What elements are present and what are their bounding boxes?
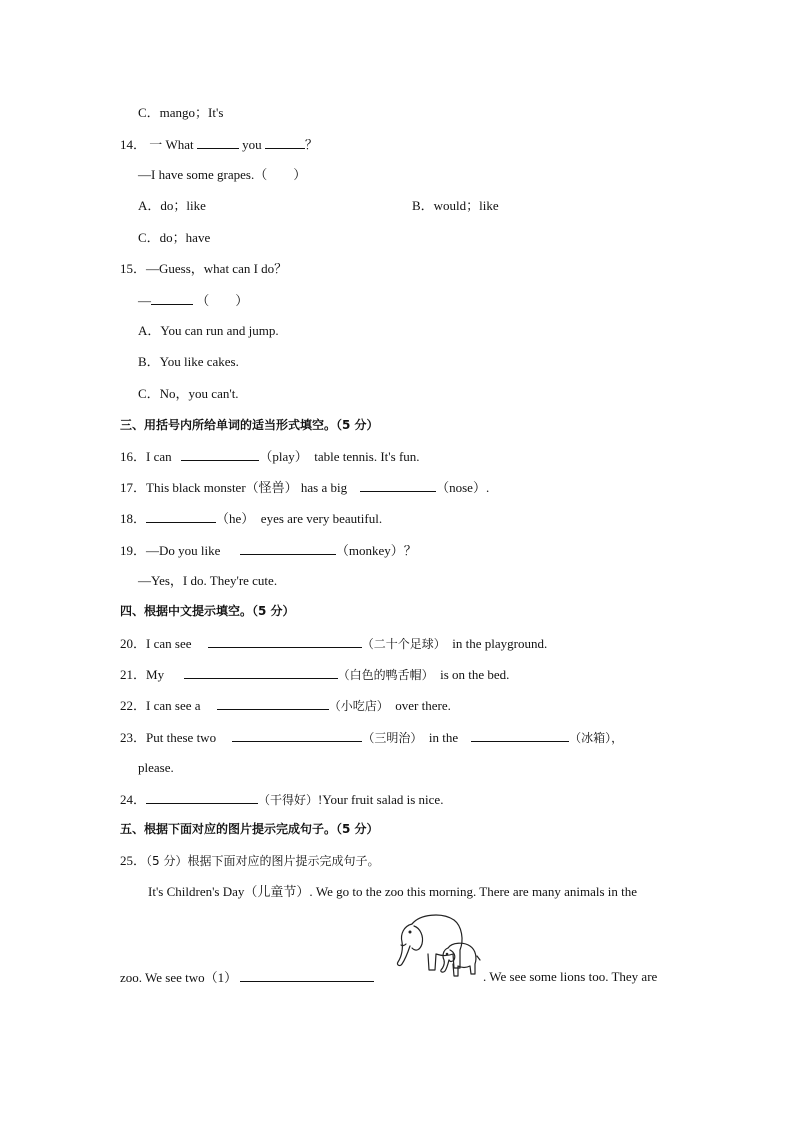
q20-hint: （二十个足球） (361, 637, 446, 651)
q14-blank-1[interactable] (197, 136, 239, 149)
q23-blank-1[interactable] (232, 729, 362, 742)
q13-option-c: C．mango；It's (138, 105, 224, 120)
q14-blank-2[interactable] (265, 136, 305, 149)
q15-blank[interactable] (151, 292, 193, 305)
q20-pre: I can see (146, 636, 192, 651)
q22-blank[interactable] (217, 697, 329, 710)
q23-blank-2[interactable] (471, 729, 569, 742)
q18-blank[interactable] (146, 510, 216, 523)
section-3-title: 三、用括号内所给单词的适当形式填空。（5 分） (120, 418, 379, 432)
q15-option-c[interactable]: C．No，you can't. (138, 386, 239, 401)
q25-line2-post: . We see some lions too. They are (483, 969, 658, 984)
q21-number: 21． (120, 667, 147, 682)
q14-option-a[interactable]: A．do；like (138, 198, 206, 213)
q20 (120, 635, 547, 652)
q24-number: 24． (120, 792, 147, 807)
q14-part3: ？ (304, 137, 318, 152)
q16-pre: I can (146, 449, 172, 464)
q14-answer: —I have some grapes.（ ） (138, 167, 307, 182)
q25-passage-line-1: It's Children's Day（儿童节）. We go to the zoo this morning. There are many animals in the (148, 884, 637, 899)
q23-hint-2: （冰箱）， (569, 731, 624, 745)
q19-pre: —Do you like (146, 543, 221, 558)
section-4-title: 四、根据中文提示填空。（5 分） (120, 604, 295, 618)
q17 (120, 479, 489, 496)
q24 (120, 791, 443, 808)
q17-hint: （nose） (436, 480, 486, 495)
q22 (120, 697, 451, 714)
q16-number: 16． (120, 449, 147, 464)
q19-blank[interactable] (240, 542, 336, 555)
q23 (120, 729, 623, 746)
q20-post: in the playground. (452, 636, 548, 651)
q18-number: 18． (120, 511, 147, 526)
q21 (120, 666, 509, 683)
q19 (120, 542, 417, 559)
q15-dash: — (138, 293, 151, 308)
q19-number: 19． (120, 543, 147, 558)
q18-hint: （he） (216, 511, 255, 526)
q14-option-c[interactable]: C．do；have (138, 230, 211, 245)
section-5-title: 五、根据下面对应的图片提示完成句子。（5 分） (120, 822, 379, 836)
q15-number: 15． (120, 261, 147, 276)
q17-pre: This black monster（怪兽） has a big (146, 480, 348, 495)
q14-part2: you (242, 137, 262, 152)
q21-post: is on the bed. (440, 667, 510, 682)
q18-post: eyes are very beautiful. (260, 511, 383, 526)
q22-pre: I can see a (146, 698, 201, 713)
q16-hint: （play） (259, 449, 308, 464)
q20-blank[interactable] (208, 635, 362, 648)
q14-question (120, 136, 318, 153)
q20-number: 20． (120, 636, 147, 651)
q23-number: 23． (120, 730, 147, 745)
q22-post: over there. (395, 698, 451, 713)
q19-post: ？ (403, 543, 417, 558)
q22-number: 22． (120, 698, 147, 713)
q14-option-b[interactable]: B．would；like (412, 198, 499, 213)
q15-text: —Guess，what can I do？ (146, 261, 288, 276)
q25-intro: （5 分）根据下面对应的图片提示完成句子。 (146, 854, 380, 868)
elephants-picture (390, 910, 482, 980)
q15-option-a[interactable]: A．You can run and jump. (138, 323, 279, 338)
q24-hint: （干得好） (258, 793, 319, 807)
q24-post: !Your fruit salad is nice. (318, 792, 444, 807)
q23-pre: Put these two (146, 730, 217, 745)
q23-mid: in the (428, 730, 459, 745)
q17-post: . (485, 480, 490, 495)
q15-option-b[interactable]: B．You like cakes. (138, 354, 239, 369)
q15-question (120, 261, 287, 277)
q23-hint-1: （三明治） (362, 731, 423, 745)
q22-hint: （小吃店） (328, 699, 389, 713)
q17-number: 17． (120, 480, 147, 495)
q15-paren: （ ） (196, 293, 249, 308)
q14-part1: 一 What (149, 137, 194, 152)
q23-continuation: please. (138, 760, 174, 775)
q15-answer-line (138, 292, 248, 309)
q25-line2-pre: zoo. We see two（1） (120, 970, 238, 985)
q17-blank[interactable] (360, 479, 436, 492)
q18 (120, 510, 382, 527)
q24-blank[interactable] (146, 791, 258, 804)
q16 (120, 448, 420, 465)
q25-passage-line-2 (120, 969, 374, 986)
q25-blank-1[interactable] (240, 969, 374, 982)
q21-pre: My (146, 667, 165, 682)
q16-blank[interactable] (181, 448, 259, 461)
q25-number: 25． (120, 853, 147, 868)
q25-header (120, 853, 379, 869)
q14-number: 14． (120, 137, 147, 152)
q21-blank[interactable] (184, 666, 338, 679)
q19-answer: —Yes，I do. They're cute. (138, 573, 278, 588)
q19-hint: （monkey） (335, 543, 404, 558)
q21-hint: （白色的鸭舌帽） (337, 668, 434, 682)
q16-post: table tennis. It's fun. (314, 449, 420, 464)
